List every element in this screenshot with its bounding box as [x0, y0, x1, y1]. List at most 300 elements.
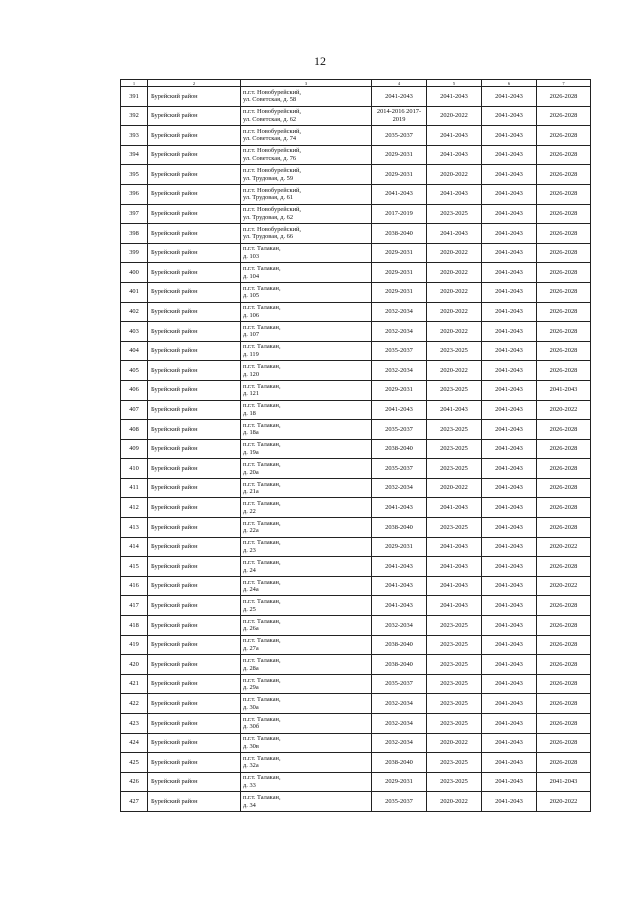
table-row — [121, 772, 591, 792]
table-row — [121, 478, 591, 498]
column-number: 2 — [148, 80, 241, 87]
period-col-7: 2026-2028 — [537, 145, 591, 165]
address — [241, 361, 372, 381]
period-col-5: 2041-2043 — [427, 145, 482, 165]
table-row — [121, 400, 591, 420]
period-col-4: 2041-2043 — [372, 596, 427, 616]
table-row — [121, 498, 591, 518]
period-col-6: 2041-2043 — [482, 616, 537, 636]
address — [241, 459, 372, 479]
period-col-5: 2041-2043 — [427, 557, 482, 577]
table-row — [121, 106, 591, 126]
row-number: 427 — [121, 792, 148, 812]
table-row — [121, 674, 591, 694]
address-line-house: ул. Трудовая, д. 62 — [243, 213, 294, 221]
district-name: Бурейский район — [148, 596, 241, 616]
row-number: 414 — [121, 537, 148, 557]
period-col-5: 2041-2043 — [427, 126, 482, 146]
address-line-locality: п.г.т. Талакан, — [243, 245, 281, 253]
address-line-locality: п.г.т. Талакан, — [243, 715, 281, 723]
period-col-4: 2032-2034 — [372, 478, 427, 498]
address — [241, 772, 372, 792]
district-name: Бурейский район — [148, 243, 241, 263]
period-col-7: 2026-2028 — [537, 165, 591, 185]
column-number: 4 — [372, 80, 427, 87]
period-col-6: 2041-2043 — [482, 733, 537, 753]
period-col-7: 2026-2028 — [537, 361, 591, 381]
address-line-house: ул. Советская, д. 58 — [243, 96, 297, 104]
period-col-7: 2026-2028 — [537, 263, 591, 283]
table-row — [121, 282, 591, 302]
address-line-locality: п.г.т. Новобурейский, — [243, 225, 302, 233]
period-col-5: 2041-2043 — [427, 87, 482, 107]
period-col-6: 2041-2043 — [482, 459, 537, 479]
address-line-locality: п.г.т. Талакан, — [243, 460, 281, 468]
row-number: 418 — [121, 616, 148, 636]
address — [241, 674, 372, 694]
period-col-6: 2041-2043 — [482, 655, 537, 675]
period-col-5: 2023-2025 — [427, 439, 482, 459]
row-number: 399 — [121, 243, 148, 263]
row-number: 394 — [121, 145, 148, 165]
table-row — [121, 596, 591, 616]
period-col-5: 2023-2025 — [427, 420, 482, 440]
period-col-5: 2023-2025 — [427, 772, 482, 792]
address-line-house: д. 19а — [243, 448, 259, 456]
address-line-house: ул. Трудовая, д. 59 — [243, 174, 294, 182]
period-col-7: 2026-2028 — [537, 635, 591, 655]
district-name: Бурейский район — [148, 537, 241, 557]
address-line-house: д. 107 — [243, 331, 260, 339]
period-col-6: 2041-2043 — [482, 204, 537, 224]
period-col-4: 2038-2040 — [372, 655, 427, 675]
district-name: Бурейский район — [148, 674, 241, 694]
period-col-6: 2041-2043 — [482, 518, 537, 538]
address-line-house: ул. Трудовая, д. 66 — [243, 233, 294, 241]
address — [241, 380, 372, 400]
period-col-6: 2041-2043 — [482, 282, 537, 302]
period-col-6: 2041-2043 — [482, 792, 537, 812]
period-col-5: 2041-2043 — [427, 596, 482, 616]
district-name: Бурейский район — [148, 145, 241, 165]
row-number: 396 — [121, 184, 148, 204]
period-col-4: 2032-2034 — [372, 361, 427, 381]
address-line-house: д. 30а — [243, 703, 259, 711]
period-col-7: 2026-2028 — [537, 439, 591, 459]
address-line-locality: п.г.т. Талакан, — [243, 676, 281, 684]
row-number: 401 — [121, 282, 148, 302]
address — [241, 145, 372, 165]
period-col-6: 2041-2043 — [482, 772, 537, 792]
period-col-5: 2023-2025 — [427, 616, 482, 636]
district-name: Бурейский район — [148, 459, 241, 479]
address-line-house: д. 32а — [243, 762, 259, 770]
period-col-6: 2041-2043 — [482, 361, 537, 381]
address — [241, 439, 372, 459]
period-col-6: 2041-2043 — [482, 322, 537, 342]
district-name: Бурейский район — [148, 635, 241, 655]
address-line-house: д. 119 — [243, 351, 259, 359]
row-number: 404 — [121, 341, 148, 361]
address-line-house: д. 22а — [243, 527, 259, 535]
period-col-7: 2026-2028 — [537, 518, 591, 538]
district-name: Бурейский район — [148, 263, 241, 283]
table-row — [121, 439, 591, 459]
period-col-7: 2026-2028 — [537, 616, 591, 636]
address — [241, 400, 372, 420]
period-col-5: 2023-2025 — [427, 674, 482, 694]
table-row — [121, 694, 591, 714]
period-col-7: 2041-2043 — [537, 772, 591, 792]
period-col-6: 2041-2043 — [482, 126, 537, 146]
column-number: 1 — [121, 80, 148, 87]
district-name: Бурейский район — [148, 439, 241, 459]
period-col-7: 2026-2028 — [537, 243, 591, 263]
district-name: Бурейский район — [148, 576, 241, 596]
period-col-6: 2041-2043 — [482, 537, 537, 557]
table-row — [121, 753, 591, 773]
address — [241, 87, 372, 107]
district-name: Бурейский район — [148, 772, 241, 792]
period-col-7: 2026-2028 — [537, 184, 591, 204]
period-col-4: 2038-2040 — [372, 224, 427, 244]
period-col-6: 2041-2043 — [482, 596, 537, 616]
period-col-5: 2020-2022 — [427, 302, 482, 322]
address-line-locality: п.г.т. Талакан, — [243, 754, 281, 762]
address-line-locality: п.г.т. Талакан, — [243, 617, 281, 625]
address — [241, 106, 372, 126]
period-col-5: 2020-2022 — [427, 165, 482, 185]
address-line-house: д. 23 — [243, 546, 256, 554]
address — [241, 616, 372, 636]
table-row — [121, 537, 591, 557]
period-col-7: 2020-2022 — [537, 792, 591, 812]
period-col-4: 2029-2031 — [372, 165, 427, 185]
row-number: 391 — [121, 87, 148, 107]
period-col-4: 2029-2031 — [372, 537, 427, 557]
district-name: Бурейский район — [148, 87, 241, 107]
period-col-5: 2023-2025 — [427, 204, 482, 224]
period-col-6: 2041-2043 — [482, 576, 537, 596]
address-line-house: ул. Советская, д. 74 — [243, 135, 297, 143]
address — [241, 322, 372, 342]
address-line-house: д. 103 — [243, 253, 260, 261]
period-col-7: 2026-2028 — [537, 204, 591, 224]
address-line-house: д. 21а — [243, 488, 259, 496]
address — [241, 302, 372, 322]
row-number: 402 — [121, 302, 148, 322]
district-name: Бурейский район — [148, 282, 241, 302]
table-row — [121, 655, 591, 675]
address-line-house: д. 22 — [243, 507, 256, 515]
address — [241, 635, 372, 655]
address-line-locality: п.г.т. Талакан, — [243, 304, 281, 312]
period-col-6: 2041-2043 — [482, 87, 537, 107]
period-col-4: 2038-2040 — [372, 753, 427, 773]
row-number: 425 — [121, 753, 148, 773]
table-row — [121, 126, 591, 146]
address-line-house: д. 30в — [243, 742, 259, 750]
row-number: 423 — [121, 714, 148, 734]
table-row — [121, 165, 591, 185]
address-line-locality: п.г.т. Новобурейский, — [243, 206, 302, 214]
period-col-4: 2032-2034 — [372, 302, 427, 322]
row-number: 409 — [121, 439, 148, 459]
table-row — [121, 714, 591, 734]
period-col-5: 2020-2022 — [427, 282, 482, 302]
period-col-4: 2035-2037 — [372, 341, 427, 361]
period-col-7: 2026-2028 — [537, 694, 591, 714]
period-col-7: 2026-2028 — [537, 753, 591, 773]
address — [241, 694, 372, 714]
period-col-4: 2017-2019 — [372, 204, 427, 224]
address-line-house: д. 24 — [243, 566, 256, 574]
period-col-6: 2041-2043 — [482, 498, 537, 518]
page-number: 12 — [314, 54, 326, 68]
district-name: Бурейский район — [148, 204, 241, 224]
period-col-7: 2026-2028 — [537, 341, 591, 361]
row-number: 407 — [121, 400, 148, 420]
period-col-5: 2041-2043 — [427, 498, 482, 518]
district-name: Бурейский район — [148, 361, 241, 381]
table-row — [121, 322, 591, 342]
address — [241, 753, 372, 773]
period-col-6: 2041-2043 — [482, 243, 537, 263]
row-number: 408 — [121, 420, 148, 440]
address-line-locality: п.г.т. Новобурейский, — [243, 88, 302, 96]
district-name: Бурейский район — [148, 302, 241, 322]
address-line-house: д. 24а — [243, 586, 259, 594]
period-col-7: 2026-2028 — [537, 498, 591, 518]
period-col-4: 2035-2037 — [372, 420, 427, 440]
table-row — [121, 635, 591, 655]
period-col-7: 2026-2028 — [537, 478, 591, 498]
period-col-4: 2032-2034 — [372, 733, 427, 753]
table-row — [121, 380, 591, 400]
address — [241, 596, 372, 616]
period-col-4: 2041-2043 — [372, 400, 427, 420]
row-number: 397 — [121, 204, 148, 224]
address — [241, 184, 372, 204]
row-number: 393 — [121, 126, 148, 146]
row-number: 403 — [121, 322, 148, 342]
address-line-locality: п.г.т. Новобурейский, — [243, 127, 302, 135]
address-line-house: д. 105 — [243, 292, 260, 300]
period-col-5: 2023-2025 — [427, 753, 482, 773]
address-line-locality: п.г.т. Талакан, — [243, 519, 281, 527]
period-col-6: 2041-2043 — [482, 224, 537, 244]
period-col-5: 2041-2043 — [427, 184, 482, 204]
period-col-7: 2026-2028 — [537, 302, 591, 322]
row-number: 400 — [121, 263, 148, 283]
table-row — [121, 145, 591, 165]
period-col-7: 2026-2028 — [537, 282, 591, 302]
district-name: Бурейский район — [148, 733, 241, 753]
row-number: 412 — [121, 498, 148, 518]
address-line-house: д. 30б — [243, 723, 260, 731]
address-line-locality: п.г.т. Талакан, — [243, 558, 281, 566]
address — [241, 478, 372, 498]
address-line-house: д. 34 — [243, 801, 256, 809]
address-line-house: ул. Трудовая, д. 61 — [243, 194, 294, 202]
table-row — [121, 576, 591, 596]
period-col-4: 2029-2031 — [372, 263, 427, 283]
period-col-5: 2020-2022 — [427, 263, 482, 283]
district-name: Бурейский район — [148, 518, 241, 538]
period-col-6: 2041-2043 — [482, 165, 537, 185]
column-number: 3 — [241, 80, 372, 87]
period-col-4: 2041-2043 — [372, 87, 427, 107]
address-line-locality: п.г.т. Талакан, — [243, 637, 281, 645]
address-line-locality: п.г.т. Талакан, — [243, 578, 281, 586]
address — [241, 537, 372, 557]
row-number: 395 — [121, 165, 148, 185]
district-name: Бурейский район — [148, 165, 241, 185]
row-number: 410 — [121, 459, 148, 479]
period-col-7: 2026-2028 — [537, 714, 591, 734]
address-line-locality: п.г.т. Талакан, — [243, 480, 281, 488]
address-line-house: д. 25 — [243, 605, 256, 613]
district-name: Бурейский район — [148, 616, 241, 636]
period-col-4: 2035-2037 — [372, 126, 427, 146]
period-col-7: 2026-2028 — [537, 420, 591, 440]
address-line-locality: п.г.т. Талакан, — [243, 696, 281, 704]
address — [241, 165, 372, 185]
table-row — [121, 87, 591, 107]
period-col-4: 2038-2040 — [372, 439, 427, 459]
period-col-7: 2026-2028 — [537, 557, 591, 577]
table-row — [121, 263, 591, 283]
period-col-5: 2023-2025 — [427, 380, 482, 400]
address-line-locality: п.г.т. Талакан, — [243, 500, 281, 508]
period-col-4: 2032-2034 — [372, 322, 427, 342]
period-col-7: 2026-2028 — [537, 596, 591, 616]
period-col-6: 2041-2043 — [482, 380, 537, 400]
period-col-4: 2032-2034 — [372, 694, 427, 714]
period-col-6: 2041-2043 — [482, 557, 537, 577]
address-line-house: д. 20а — [243, 468, 259, 476]
period-col-5: 2020-2022 — [427, 792, 482, 812]
address-line-house: д. 18 — [243, 409, 256, 417]
row-number: 421 — [121, 674, 148, 694]
period-col-5: 2023-2025 — [427, 714, 482, 734]
period-col-6: 2041-2043 — [482, 478, 537, 498]
period-col-6: 2041-2043 — [482, 753, 537, 773]
address-line-locality: п.г.т. Талакан, — [243, 656, 281, 664]
address-line-locality: п.г.т. Талакан, — [243, 284, 281, 292]
row-number: 411 — [121, 478, 148, 498]
table-row — [121, 224, 591, 244]
district-name: Бурейский район — [148, 126, 241, 146]
column-number-row — [121, 80, 591, 87]
row-number: 420 — [121, 655, 148, 675]
district-name: Бурейский район — [148, 792, 241, 812]
district-name: Бурейский район — [148, 557, 241, 577]
column-number: 5 — [427, 80, 482, 87]
period-col-4: 2029-2031 — [372, 145, 427, 165]
row-number: 392 — [121, 106, 148, 126]
period-col-5: 2020-2022 — [427, 243, 482, 263]
address-line-house: ул. Советская, д. 76 — [243, 155, 297, 163]
period-col-4: 2029-2031 — [372, 380, 427, 400]
period-col-6: 2041-2043 — [482, 439, 537, 459]
district-name: Бурейский район — [148, 106, 241, 126]
district-name: Бурейский район — [148, 478, 241, 498]
address-line-locality: п.г.т. Талакан, — [243, 402, 281, 410]
period-col-5: 2023-2025 — [427, 459, 482, 479]
period-col-7: 2041-2043 — [537, 380, 591, 400]
column-number: 7 — [537, 80, 591, 87]
row-number: 424 — [121, 733, 148, 753]
district-name: Бурейский район — [148, 380, 241, 400]
address-line-locality: п.г.т. Новобурейский, — [243, 108, 302, 116]
period-col-7: 2026-2028 — [537, 224, 591, 244]
period-col-6: 2041-2043 — [482, 184, 537, 204]
address — [241, 733, 372, 753]
address — [241, 204, 372, 224]
period-col-6: 2041-2043 — [482, 694, 537, 714]
period-col-7: 2026-2028 — [537, 87, 591, 107]
row-number: 415 — [121, 557, 148, 577]
period-col-5: 2041-2043 — [427, 224, 482, 244]
row-number: 405 — [121, 361, 148, 381]
address-line-locality: п.г.т. Новобурейский, — [243, 147, 302, 155]
address-line-locality: п.г.т. Талакан, — [243, 794, 281, 802]
address — [241, 341, 372, 361]
period-col-4: 2029-2031 — [372, 243, 427, 263]
address-line-locality: п.г.т. Талакан, — [243, 363, 281, 371]
district-name: Бурейский район — [148, 322, 241, 342]
period-col-6: 2041-2043 — [482, 420, 537, 440]
period-col-4: 2041-2043 — [372, 557, 427, 577]
address-line-locality: п.г.т. Новобурейский, — [243, 186, 302, 194]
district-name: Бурейский район — [148, 714, 241, 734]
row-number: 419 — [121, 635, 148, 655]
period-col-4: 2035-2037 — [372, 674, 427, 694]
address — [241, 420, 372, 440]
period-col-5: 2020-2022 — [427, 478, 482, 498]
period-col-7: 2026-2028 — [537, 655, 591, 675]
period-col-6: 2041-2043 — [482, 714, 537, 734]
period-col-6: 2041-2043 — [482, 106, 537, 126]
period-col-6: 2041-2043 — [482, 674, 537, 694]
table-row — [121, 557, 591, 577]
address — [241, 498, 372, 518]
period-col-5: 2023-2025 — [427, 518, 482, 538]
period-col-6: 2041-2043 — [482, 400, 537, 420]
address-line-house: д. 26а — [243, 625, 259, 633]
period-col-7: 2026-2028 — [537, 733, 591, 753]
period-col-5: 2041-2043 — [427, 400, 482, 420]
period-col-5: 2023-2025 — [427, 694, 482, 714]
period-col-4: 2038-2040 — [372, 635, 427, 655]
period-col-5: 2023-2025 — [427, 341, 482, 361]
period-col-7: 2020-2022 — [537, 537, 591, 557]
district-name: Бурейский район — [148, 498, 241, 518]
district-name: Бурейский район — [148, 224, 241, 244]
address-line-locality: п.г.т. Талакан, — [243, 343, 281, 351]
period-col-4: 2035-2037 — [372, 792, 427, 812]
address-line-house: д. 28а — [243, 664, 259, 672]
period-col-7: 2026-2028 — [537, 674, 591, 694]
period-col-4: 2014-2016 2017-2019 — [372, 106, 427, 126]
column-number: 6 — [482, 80, 537, 87]
row-number: 398 — [121, 224, 148, 244]
district-name: Бурейский район — [148, 420, 241, 440]
period-col-5: 2020-2022 — [427, 361, 482, 381]
row-number: 422 — [121, 694, 148, 714]
address-line-house: ул. Советская, д. 62 — [243, 115, 297, 123]
